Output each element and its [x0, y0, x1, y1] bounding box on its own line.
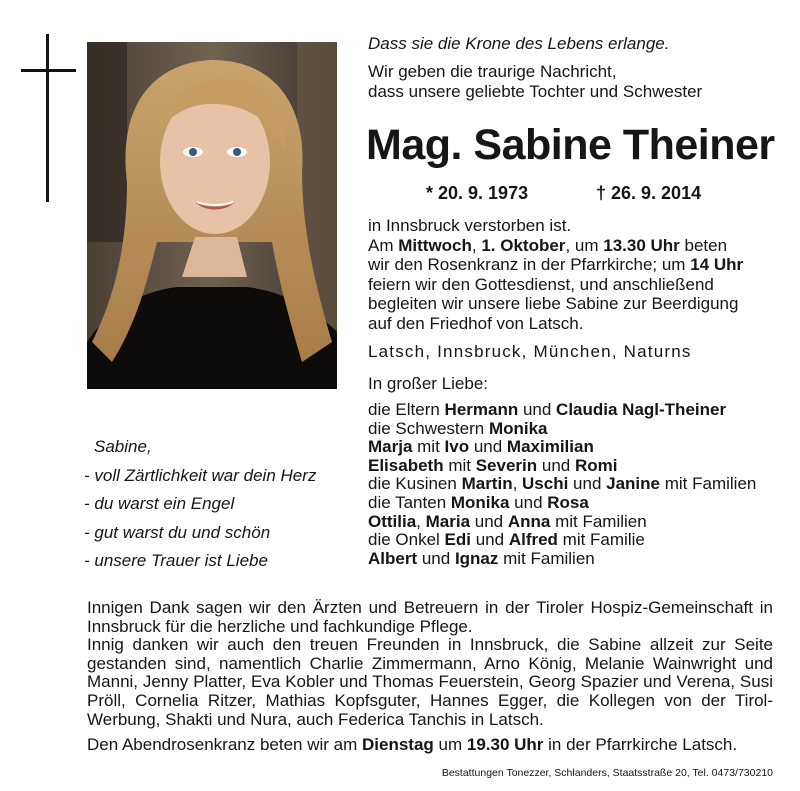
service-line: in Innsbruck verstorben ist.	[368, 216, 572, 235]
poem-line: - unsere Trauer ist Liebe	[84, 551, 268, 571]
mourner-line: die Kusinen Martin, Uschi und Janine mit Familien	[368, 474, 757, 494]
mourner-line: Marja mit Ivo und Maximilian	[368, 437, 594, 457]
poem	[84, 437, 316, 580]
cross-icon-horizontal	[21, 69, 76, 72]
poem-line: - voll Zärtlichkeit war dein Herz	[84, 465, 317, 485]
places-line: Latsch, Innsbruck, München, Naturns	[368, 342, 692, 361]
funeral-home-imprint: Bestattungen Tonezzer, Schlanders, Staatsstraße 20, Tel. 0473/730210	[441, 767, 773, 779]
poem-line: - du warst ein Engel	[84, 494, 235, 514]
mourner-line: Albert und Ignaz mit Familien	[368, 548, 595, 568]
mourner-line: Elisabeth mit Severin und Romi	[368, 455, 618, 475]
mourner-line: die Onkel Edi und Alfred mit Familie	[368, 530, 645, 550]
announcement-intro	[368, 62, 702, 102]
mourner-line: die Eltern Hermann und Claudia Nagl-Theiner	[368, 400, 727, 419]
service-line: wir den Rosenkranz in der Pfarrkirche; um 14 Uhr	[368, 255, 744, 274]
birth-date: * 20. 9. 1973	[426, 183, 529, 203]
motto: Dass sie die Krone des Lebens erlange.	[368, 34, 670, 53]
service-line: begleiten wir unsere liebe Sabine zur Beerdigung	[368, 294, 739, 313]
intro-line: dass unsere geliebte Tochter und Schwester	[368, 82, 703, 101]
death-date: † 26. 9. 2014	[596, 183, 702, 203]
thanks-section	[87, 599, 773, 729]
mourners-heading: In großer Liebe:	[368, 374, 489, 393]
mourners-list	[368, 401, 756, 568]
service-line: auf den Friedhof von Latsch.	[368, 313, 584, 333]
mourner-line: die Schwestern Monika	[368, 418, 548, 438]
thanks-paragraph: Innig danken wir auch den treuen Freunden in Innsbruck, die Sabine allzeit zur Seite gestanden sind, namentlich Charlie Zimmermann, Arno König, Melanie Wainwright und Manni, Jenny Platter, Eva Kobler und Thomas Feuerstein, Georg Spazier und Verena, Susi Pröll, Cornelia Ritzer, Mathias Kopfsguter, Hannes Egger, die Kollegen von der Tirol-Werbung, Shakti und Nura, auch Federica Tanchis in Latsch.	[87, 635, 773, 729]
rosary-announcement: Den Abendrosenkranz beten wir am Dienstag um 19.30 Uhr in der Pfarrkirche Latsch.	[87, 735, 738, 754]
poem-line: - gut warst du und schön	[84, 522, 271, 542]
service-line: feiern wir den Gottesdienst, und anschließend	[368, 274, 714, 294]
poem-line: Sabine,	[94, 437, 152, 456]
intro-line: Wir geben die traurige Nachricht,	[368, 62, 617, 81]
thanks-paragraph: Innigen Dank sagen wir den Ärzten und Betreuern in der Tiroler Hospiz-Gemeinschaft in Innsbruck für die herzliche und fachkundige Pflege.	[87, 598, 773, 636]
cross-icon-vertical	[46, 34, 49, 202]
mourner-line: die Tanten Monika und Rosa	[368, 492, 589, 512]
service-paragraph	[368, 216, 773, 333]
mourner-line: Ottilia, Maria und Anna mit Familien	[368, 511, 647, 531]
deceased-name: Mag. Sabine Theiner	[366, 121, 775, 169]
portrait-photo	[87, 42, 337, 389]
service-line: Am Mittwoch, 1. Oktober, um 13.30 Uhr beten	[368, 235, 728, 255]
